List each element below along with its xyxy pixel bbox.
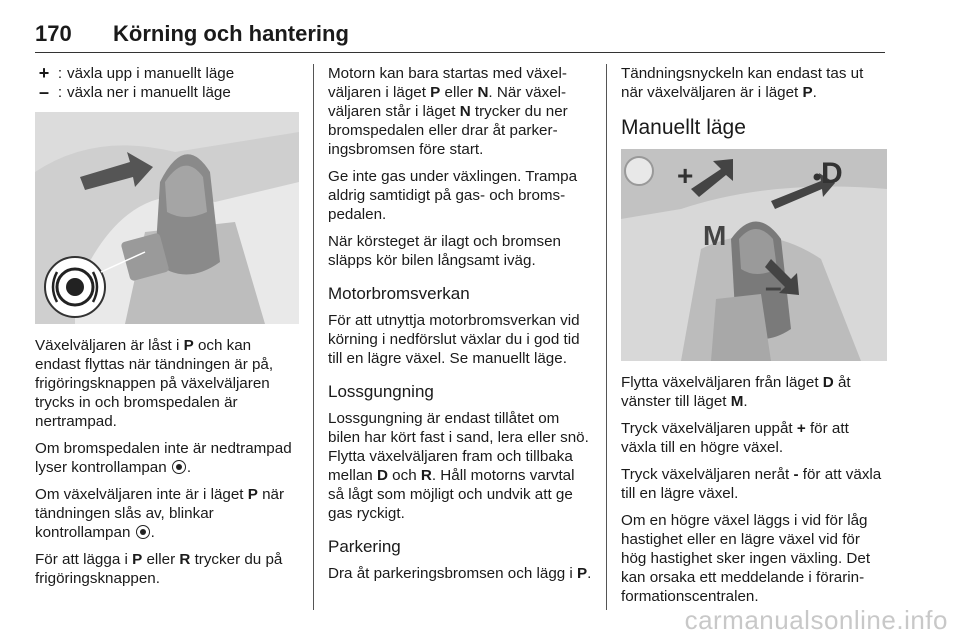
- paragraph: Tryck växelväljaren neråt - för att växla till en lägre växel.: [621, 466, 882, 502]
- paragraph: Flytta växelväljaren från läget D åt vänster till läget M.: [621, 374, 851, 410]
- paragraph: För att utnyttja motorbromsverkan vid körning i nedförslut växlar du i god tid till en lägre växel. Se manuellt läge.: [328, 312, 580, 367]
- column-1: [35, 64, 299, 596]
- section-heading: Parkering: [328, 537, 401, 556]
- watermark: carmanualsonline.info: [684, 605, 948, 635]
- figure-label-d: D: [821, 157, 843, 190]
- paragraph: Växelväljaren är låst i P och kan endast flyttas när tändningen är på, frigöringsknappen på växelväljaren trycks in och bromspedalen är nertrampad.: [35, 337, 274, 430]
- brake-lamp-icon: [136, 525, 150, 539]
- legend-text: växla upp i manuellt läge: [67, 65, 235, 82]
- paragraph: Ge inte gas under växlingen. Trampa aldrig samtidigt på gas- och bromspedalen.: [328, 168, 578, 223]
- figure-label-m: M: [703, 220, 727, 251]
- paragraph: Motorn kan bara startas med växelväljaren i läget P eller N. När växelväljaren står i läget N trycker du ner bromspedalen eller drar åt parkeringsbromsen före start.: [328, 65, 568, 158]
- manual-mode-drawing: [621, 149, 887, 361]
- column-2: [328, 64, 592, 591]
- legend-text: växla ner i manuellt läge: [67, 84, 231, 101]
- figure-label-plus: +: [677, 160, 694, 191]
- paragraph: När körsteget är ilagt och bromsen släpps kör bilen långsamt iväg.: [328, 233, 561, 269]
- brake-lamp-icon: [172, 460, 186, 474]
- legend-row-minus: – : växla ner i manuellt läge: [35, 83, 299, 102]
- section-heading: Motorbromsverkan: [328, 284, 470, 303]
- plus-symbol: +: [38, 63, 50, 83]
- page-header: [35, 20, 885, 53]
- column-3: [621, 64, 887, 614]
- paragraph: För att lägga i P eller R trycker du på frigöringsknappen.: [35, 551, 283, 587]
- section-heading: Manuellt läge: [621, 116, 746, 139]
- paragraph: Om en högre växel läggs i vid för låg hastighet eller en lägre växel vid för hög hastighet sker ingen växling. Det kan orsaka ett meddelande i förarinformationscentralen.: [621, 512, 871, 605]
- column-divider: [313, 64, 314, 610]
- paragraph: Om bromspedalen inte är nedtrampad lyser kontrollampan .: [35, 440, 292, 476]
- gear-selector-illustration: [35, 112, 299, 324]
- page-title: Körning och hantering: [113, 21, 349, 46]
- paragraph: Om växelväljaren inte är i läget P när tändningen slås av, blinkar kontrollampan .: [35, 486, 285, 541]
- paragraph: Tryck växelväljaren uppåt + för att växla till en högre växel.: [621, 420, 849, 456]
- page-number: 170: [35, 21, 72, 46]
- minus-symbol: –: [38, 82, 49, 102]
- figure-label-minus: –: [765, 271, 782, 304]
- column-divider: [606, 64, 607, 610]
- gear-selector-drawing: [35, 112, 299, 324]
- paragraph: Lossgungning är endast tillåtet om bilen har kört fast i sand, lera eller snö. Flytta växelväljaren fram och tillbaka mellan D och R. Håll motorns varvtal så lågt som möjligt och undvik att ge gas ryckigt.: [328, 410, 589, 522]
- legend-row-plus: + : växla upp i manuellt läge: [35, 64, 299, 83]
- paragraph: Tändningsnyckeln kan endast tas ut när växelväljaren är i läget P.: [621, 65, 864, 101]
- paragraph: Dra åt parkeringsbromsen och lägg i P.: [328, 565, 592, 582]
- section-heading: Lossgungning: [328, 382, 434, 401]
- manual-mode-illustration: [621, 149, 887, 361]
